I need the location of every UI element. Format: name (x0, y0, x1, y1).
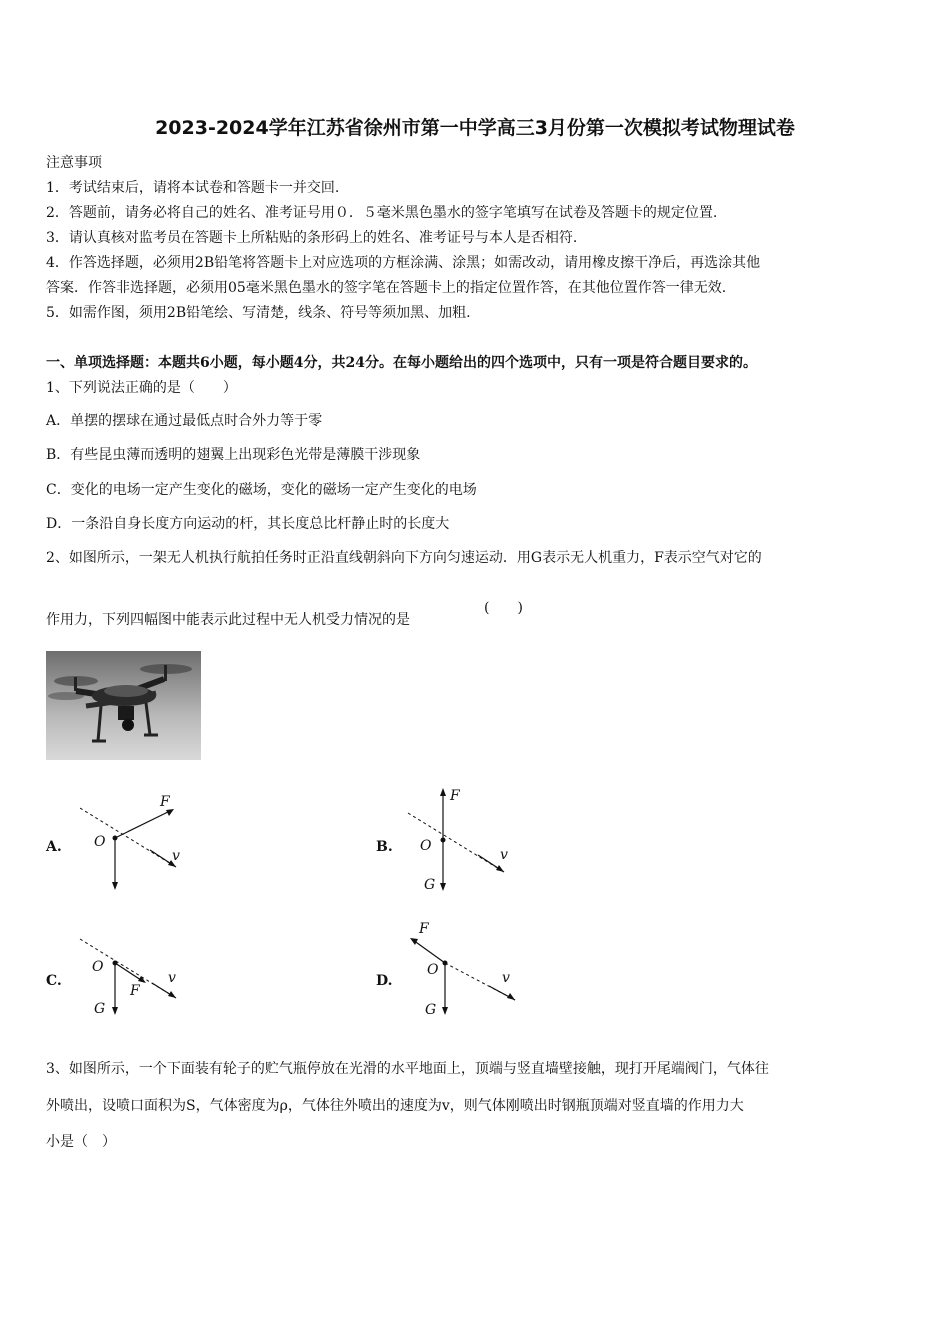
section-heading: 一、单项选择题：本题共6小题，每小题4分，共24分。在每小题给出的四个选项中，只有一项是符合题目要求的。 (46, 355, 757, 371)
notice-item: 4．作答选择题，必须用2B铅笔将答题卡上对应选项的方框涂满、涂黑；如需改动，请用橡皮擦干净后，再选涂其他 (46, 255, 761, 271)
force-arrowhead (440, 788, 446, 796)
gravity-label: G (94, 1001, 106, 1017)
origin-label: O (420, 838, 432, 854)
question-1-option-b: B．有些昆虫薄而透明的翅翼上出现彩色光带是薄膜干涉现象 (46, 447, 421, 463)
question-2-answer-paren: ( ) (484, 600, 523, 616)
question-3-line1: 3、如图所示，一个下面装有轮子的贮气瓶停放在光滑的水平地面上，顶端与竖直墙壁接触，现打开尾端阀门，气体往 (46, 1061, 769, 1077)
velocity-label: v (168, 970, 176, 986)
option-a-diagram (80, 790, 200, 895)
option-d-diagram (405, 920, 525, 1025)
notice-item: 2．答题前，请务必将自己的姓名、准考证号用０．５毫米黑色墨水的签字笔填写在试卷及答题卡的规定位置. (46, 205, 718, 221)
question-2-stem-line1: 2、如图所示，一架无人机执行航拍任务时正沿直线朝斜向下方向匀速运动．用G表示无人机重力，F表示空气对它的 (46, 550, 762, 566)
notice-heading: 注意事项 (46, 155, 102, 171)
force-label: F (450, 788, 460, 804)
velocity-arrowhead (168, 991, 176, 998)
question-3-line2: 外喷出，设喷口面积为S，气体密度为ρ，气体往外喷出的速度为v，则气体刚喷出时钢瓶顶端对竖直墙的作用力大 (46, 1098, 744, 1114)
origin-label: O (92, 959, 104, 975)
origin-point (113, 836, 118, 841)
force-label: F (419, 921, 429, 937)
force-arrow (413, 940, 445, 963)
force-arrow (115, 810, 172, 838)
force-label: F (160, 794, 170, 810)
question-2-stem-line2: 作用力，下列四幅图中能表示此过程中无人机受力情况的是 (46, 612, 410, 628)
notice-item: 5．如需作图，须用2B铅笔绘、写清楚，线条、符号等须加黑、加粗. (46, 305, 471, 321)
origin-point (443, 961, 448, 966)
question-1-stem: 1、下列说法正确的是（ ） (46, 380, 237, 396)
option-b-diagram (400, 785, 520, 895)
origin-point (441, 838, 446, 843)
notice-item: 3．请认真核对监考员在答题卡上所粘贴的条形码上的姓名、准考证号与本人是否相符. (46, 230, 578, 246)
notice-item: 1．考试结束后，请将本试卷和答题卡一并交回. (46, 180, 340, 196)
drone-photo (46, 651, 201, 760)
gravity-label: G (425, 1002, 437, 1018)
page-title: 2023-2024学年江苏省徐州市第一中学高三3月份第一次模拟考试物理试卷 (155, 117, 795, 139)
gravity-arrowhead (442, 1007, 448, 1015)
question-3-line3: 小是（ ） (46, 1134, 116, 1150)
velocity-label: v (502, 970, 510, 986)
force-arrowhead (410, 938, 418, 945)
velocity-label: v (500, 847, 508, 863)
option-d-label: D. (376, 973, 393, 989)
velocity-arrowhead (496, 865, 504, 872)
option-c-diagram (76, 935, 196, 1025)
option-a-label: A. (46, 839, 62, 855)
notice-item: 答案．作答非选择题，必须用05毫米黑色墨水的签字笔在答题卡上的指定位置作答，在其他位置作答一律无效. (46, 280, 727, 296)
question-1-option-a: A．单摆的摆球在通过最低点时合外力等于零 (46, 413, 323, 429)
gravity-arrowhead (440, 883, 446, 891)
gravity-label: G (424, 877, 436, 893)
origin-label: O (94, 834, 106, 850)
origin-point (113, 961, 118, 966)
gravity-arrowhead (112, 1007, 118, 1015)
origin-label: O (427, 962, 439, 978)
velocity-label: v (172, 848, 180, 864)
force-label: F (130, 983, 140, 999)
question-1-option-d: D．一条沿自身长度方向运动的杆，其长度总比杆静止时的长度大 (46, 516, 450, 532)
velocity-arrowhead (507, 993, 515, 1000)
gravity-arrowhead (112, 882, 118, 890)
option-b-label: B. (376, 839, 393, 855)
question-1-option-c: C．变化的电场一定产生变化的磁场，变化的磁场一定产生变化的电场 (46, 482, 477, 498)
option-c-label: C. (46, 973, 62, 989)
